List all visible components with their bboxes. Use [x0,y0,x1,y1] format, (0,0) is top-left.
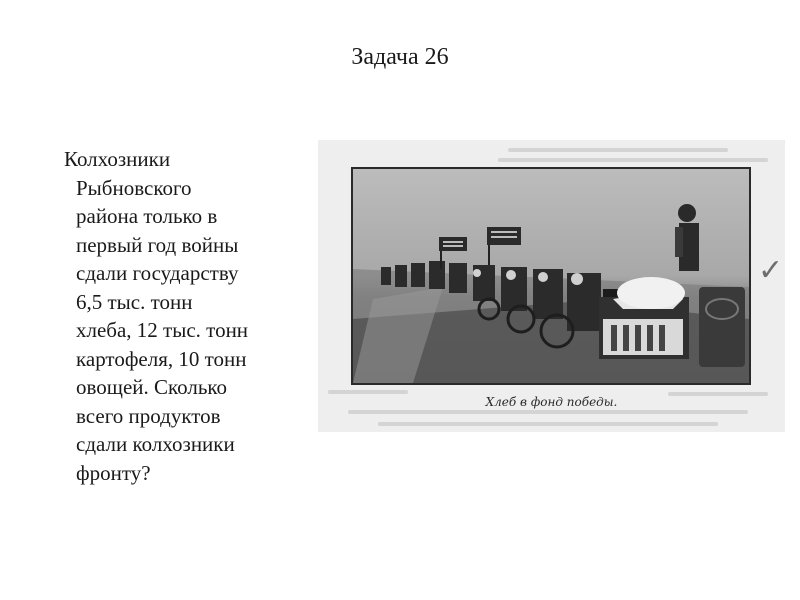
problem-line: картофеля, 10 тонн [76,346,247,371]
problem-text [64,145,314,487]
problem-line: района только в [76,204,218,228]
problem-line: первый год войны [76,232,239,257]
problem-line: овощей. Сколько [76,375,228,399]
problem-line: Рыбновского [76,175,192,200]
problem-line: 6,5 тыс. тонн [76,289,193,314]
problem-line: Колхозники [64,147,171,171]
problem-line: фронту? [76,460,151,485]
problem-line: сдали колхозники [76,432,235,456]
check-mark-icon: ✓ [758,253,784,288]
problem-line: всего продуктов [76,403,221,428]
problem-line: хлеба, 12 тыс. тонн [76,318,249,342]
photo-image [351,167,751,385]
slide-title: Задача 26 [351,44,449,70]
photo-scan [318,140,785,432]
photo-caption: Хлеб в фонд победы. [485,395,618,409]
problem-line: сдали государству [76,261,239,285]
